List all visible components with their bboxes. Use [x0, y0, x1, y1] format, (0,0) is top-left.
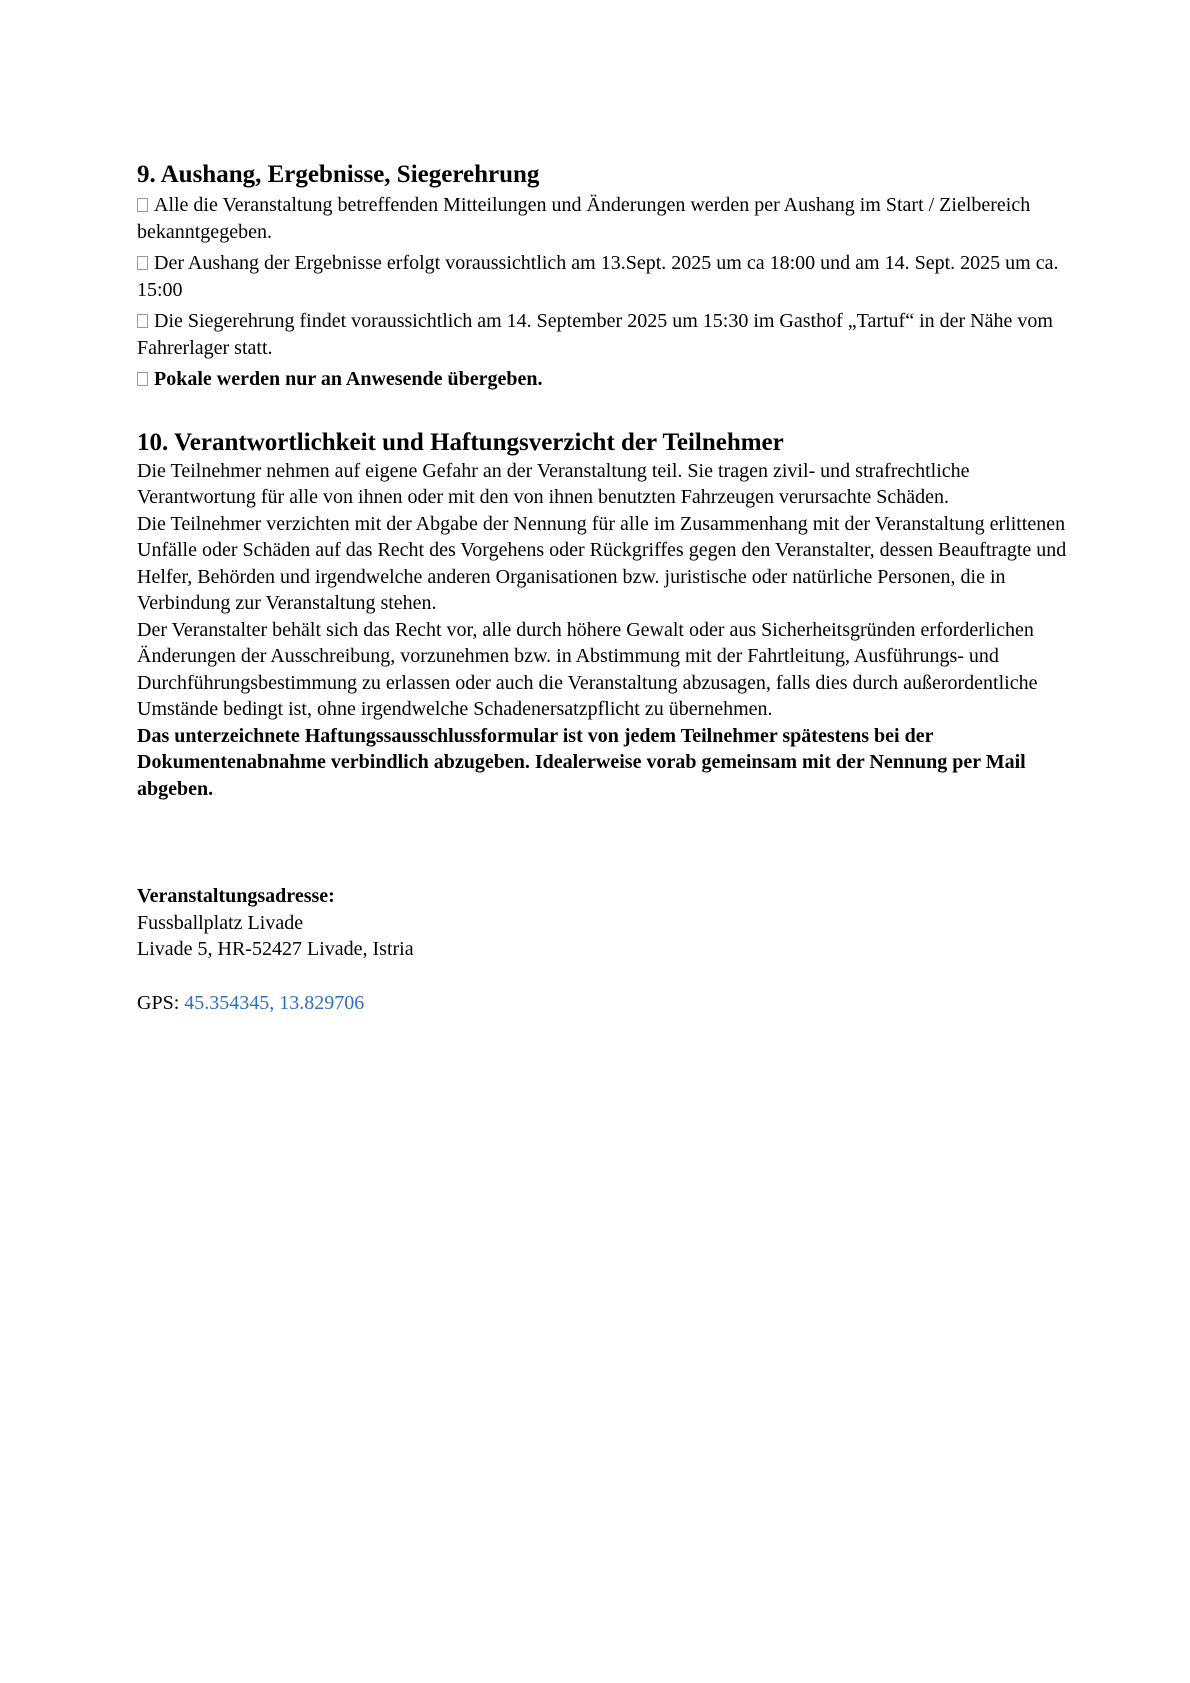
section-9-bullet-list [137, 192, 1072, 393]
section-10 [137, 428, 1072, 803]
paragraph: Die Teilnehmer nehmen auf eigene Gefahr an der Veranstaltung teil. Sie tragen zivil- und strafrechtliche Verantwortung für alle von ihnen oder mit den von ihnen benutzten Fahrzeugen verursachte Schäden. [137, 459, 970, 508]
list-item [137, 250, 1072, 303]
address-line-venue: Fussballplatz Livade [137, 911, 304, 934]
list-item [137, 308, 1072, 361]
gps-coordinates-link[interactable]: 45.354345, 13.829706 [184, 991, 365, 1014]
section-10-heading: 10. Verantwortlichkeit und Haftungsverzicht der Teilnehmer [137, 428, 784, 456]
document-page [137, 160, 1072, 1016]
missing-glyph-box-icon [137, 198, 148, 212]
list-item [137, 192, 1072, 245]
paragraph: Die Teilnehmer verzichten mit der Abgabe der Nennung für alle im Zusammenhang mit der Veranstaltung erlittenen Unfälle oder Schäden auf das Recht des Vorgehens oder Rückgriffes gegen den Veranstalter, dessen Beauftragte und Helfer, Behörden und irgendwelche anderen Organisationen bzw. juristische oder natürliche Personen, die in Verbindung zur Veranstaltung stehen. [137, 512, 1067, 614]
gps-label: GPS: [137, 991, 180, 1014]
list-item-text: Alle die Veranstaltung betreffenden Mitteilungen und Änderungen werden per Aushang im Start / Zielbereich bekanntgegeben. [137, 194, 1031, 243]
section-9-heading: 9. Aushang, Ergebnisse, Siegerehrung [137, 161, 540, 188]
liability-form-note: Das unterzeichnete Haftungssausschlussformular ist von jedem Teilnehmer spätestens bei der Dokumentenabnahme verbindlich abzugeben. Idealerweise vorab gemeinsam mit der Nennung per Mail abgeben. [137, 724, 1026, 800]
missing-glyph-box-icon [137, 256, 148, 270]
list-item-text: Pokale werden nur an Anwesende übergeben. [154, 368, 543, 390]
event-address [137, 883, 1072, 963]
address-line-street: Livade 5, HR-52427 Livade, Istria [137, 938, 414, 960]
address-label: Veranstaltungsadresse: [137, 885, 335, 907]
missing-glyph-box-icon [137, 314, 148, 328]
list-item-text: Die Siegerehrung findet voraussichtlich am 14. September 2025 um 15:30 im Gasthof „Tartuf“ in der Nähe vom Fahrerlager statt. [137, 310, 1053, 359]
gps-line [137, 990, 1072, 1017]
missing-glyph-box-icon [137, 372, 148, 386]
list-item [137, 366, 1072, 393]
section-9 [137, 160, 1072, 393]
list-item-text: Der Aushang der Ergebnisse erfolgt voraussichtlich am 13.Sept. 2025 um ca 18:00 und am 14. Sept. 2025 um ca. 15:00 [137, 252, 1059, 301]
paragraph: Der Veranstalter behält sich das Recht vor, alle durch höhere Gewalt oder aus Sicherheitsgründen erforderlichen Änderungen der Ausschreibung, vorzunehmen bzw. in Abstimmung mit der Fahrtleitung, Ausführungs- und Durchführungsbestimmung zu erlassen oder auch die Veranstaltung abzusagen, falls dies durch außerordentliche Umstände bedingt ist, ohne irgendwelche Schadenersatzpflicht zu übernehmen. [137, 618, 1038, 720]
